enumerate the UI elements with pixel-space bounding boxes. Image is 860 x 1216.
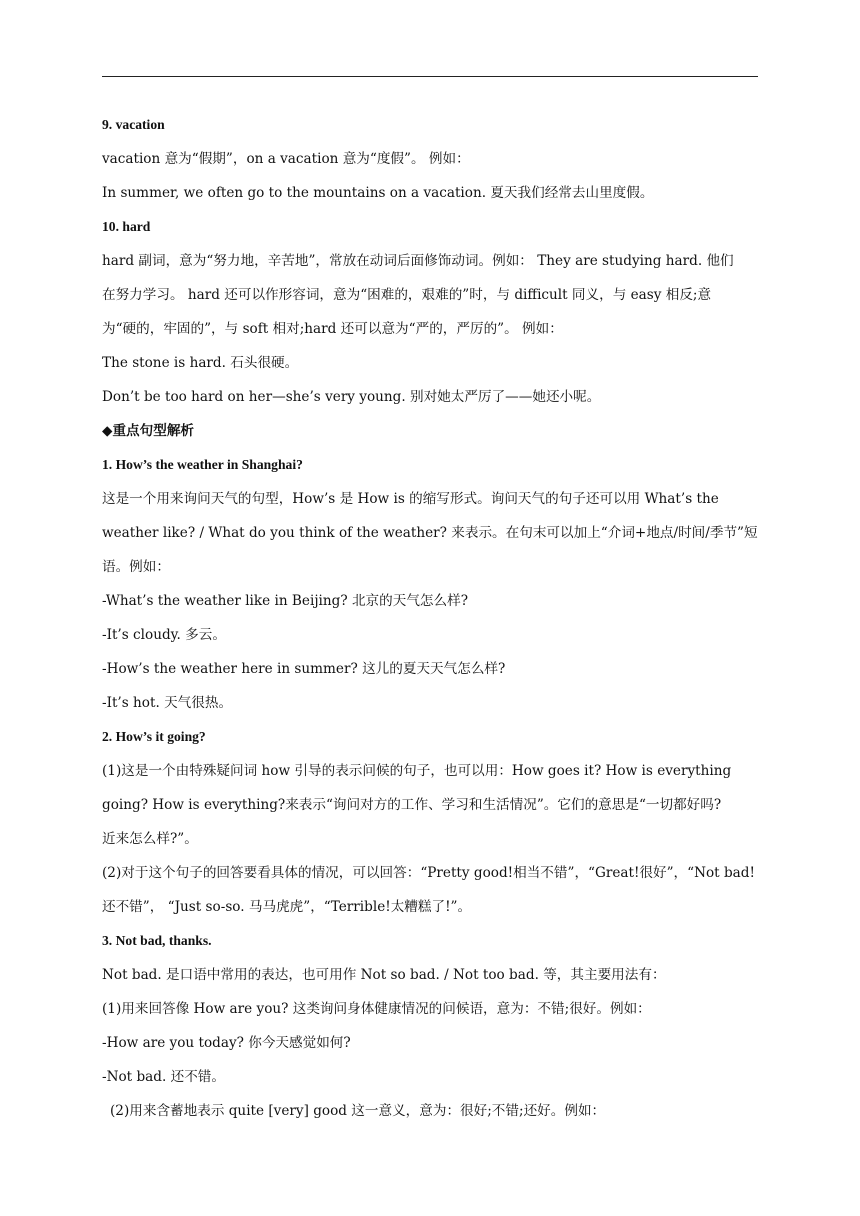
example-line: -How’s the weather here in summer? 这儿的夏天天气怎么样? [102,661,506,677]
paragraph-line: (2)对于这个句子的回答要看具体的情况，可以回答：“Pretty good!相当不错”，“Great!很好”，“Not bad! [102,865,755,881]
example-line: -What’s the weather like in Beijing? 北京的天气怎么样? [102,593,468,609]
paragraph-line: vacation 意为“假期”，on a vacation 意为“度假”。 例如： [102,151,470,167]
header-rule [102,76,758,77]
paragraph-line: going? How is everything?来表示“询问对方的工作、学习和生活情况”。它们的意思是“一切都好吗? [102,797,722,813]
document-body [102,108,762,1128]
section-heading-sentence-patterns: ◆重点句型解析 [102,423,195,438]
paragraph-line: 还不错”， “Just so-so. 马马虎虎”，“Terrible!太糟糕了!”。 [102,899,472,915]
heading-vacation: 9. vacation [102,117,165,132]
paragraph-line: 语。例如： [102,559,170,575]
paragraph-line: hard 副词，意为“努力地，辛苦地”，常放在动词后面修饰动词。例如： They are studying hard. 他们 [102,253,734,269]
paragraph-line: 在努力学习。 hard 还可以作形容词，意为“困难的，艰难的”时，与 difficult 同义，与 easy 相反;意 [102,287,712,303]
example-line: The stone is hard. 石头很硬。 [102,355,299,371]
example-line: Don’t be too hard on her—she’s very young. 别对她太严厉了——她还小呢。 [102,389,601,405]
heading-hows-the-weather: 1. How’s the weather in Shanghai? [102,457,303,472]
paragraph-line: (1)这是一个由特殊疑问词 how 引导的表示问候的句子，也可以用：How goes it? How is everything [102,763,732,779]
paragraph-line: Not bad. 是口语中常用的表达，也可用作 Not so bad. / Not too bad. 等，其主要用法有： [102,967,666,983]
paragraph-line: (2)用来含蓄地表示 quite [very] good 这一意义，意为：很好;不错;还好。例如： [110,1103,606,1119]
paragraph-line: 近来怎么样?”。 [102,831,198,847]
heading-hard: 10. hard [102,219,151,234]
paragraph-line: weather like? / What do you think of the weather? 来表示。在句末可以加上“介词+地点/时间/季节”短 [102,525,758,541]
example-line: -It’s hot. 天气很热。 [102,695,233,711]
example-line: -It’s cloudy. 多云。 [102,627,226,643]
example-line: In summer, we often go to the mountains on a vacation. 夏天我们经常去山里度假。 [102,185,654,201]
heading-not-bad-thanks: 3. Not bad, thanks. [102,933,212,948]
paragraph-line: (1)用来回答像 How are you? 这类询问身体健康情况的问候语，意为：不错;很好。例如： [102,1001,651,1017]
heading-hows-it-going: 2. How’s it going? [102,729,206,744]
paragraph-line: 这是一个用来询问天气的句型，How’s 是 How is 的缩写形式。询问天气的句子还可以用 What’s the [102,491,719,507]
example-line: -Not bad. 还不错。 [102,1069,225,1085]
example-line: -How are you today? 你今天感觉如何? [102,1035,351,1051]
paragraph-line: 为“硬的，牢固的”，与 soft 相对;hard 还可以意为“严的，严厉的”。 例如： [102,321,563,337]
